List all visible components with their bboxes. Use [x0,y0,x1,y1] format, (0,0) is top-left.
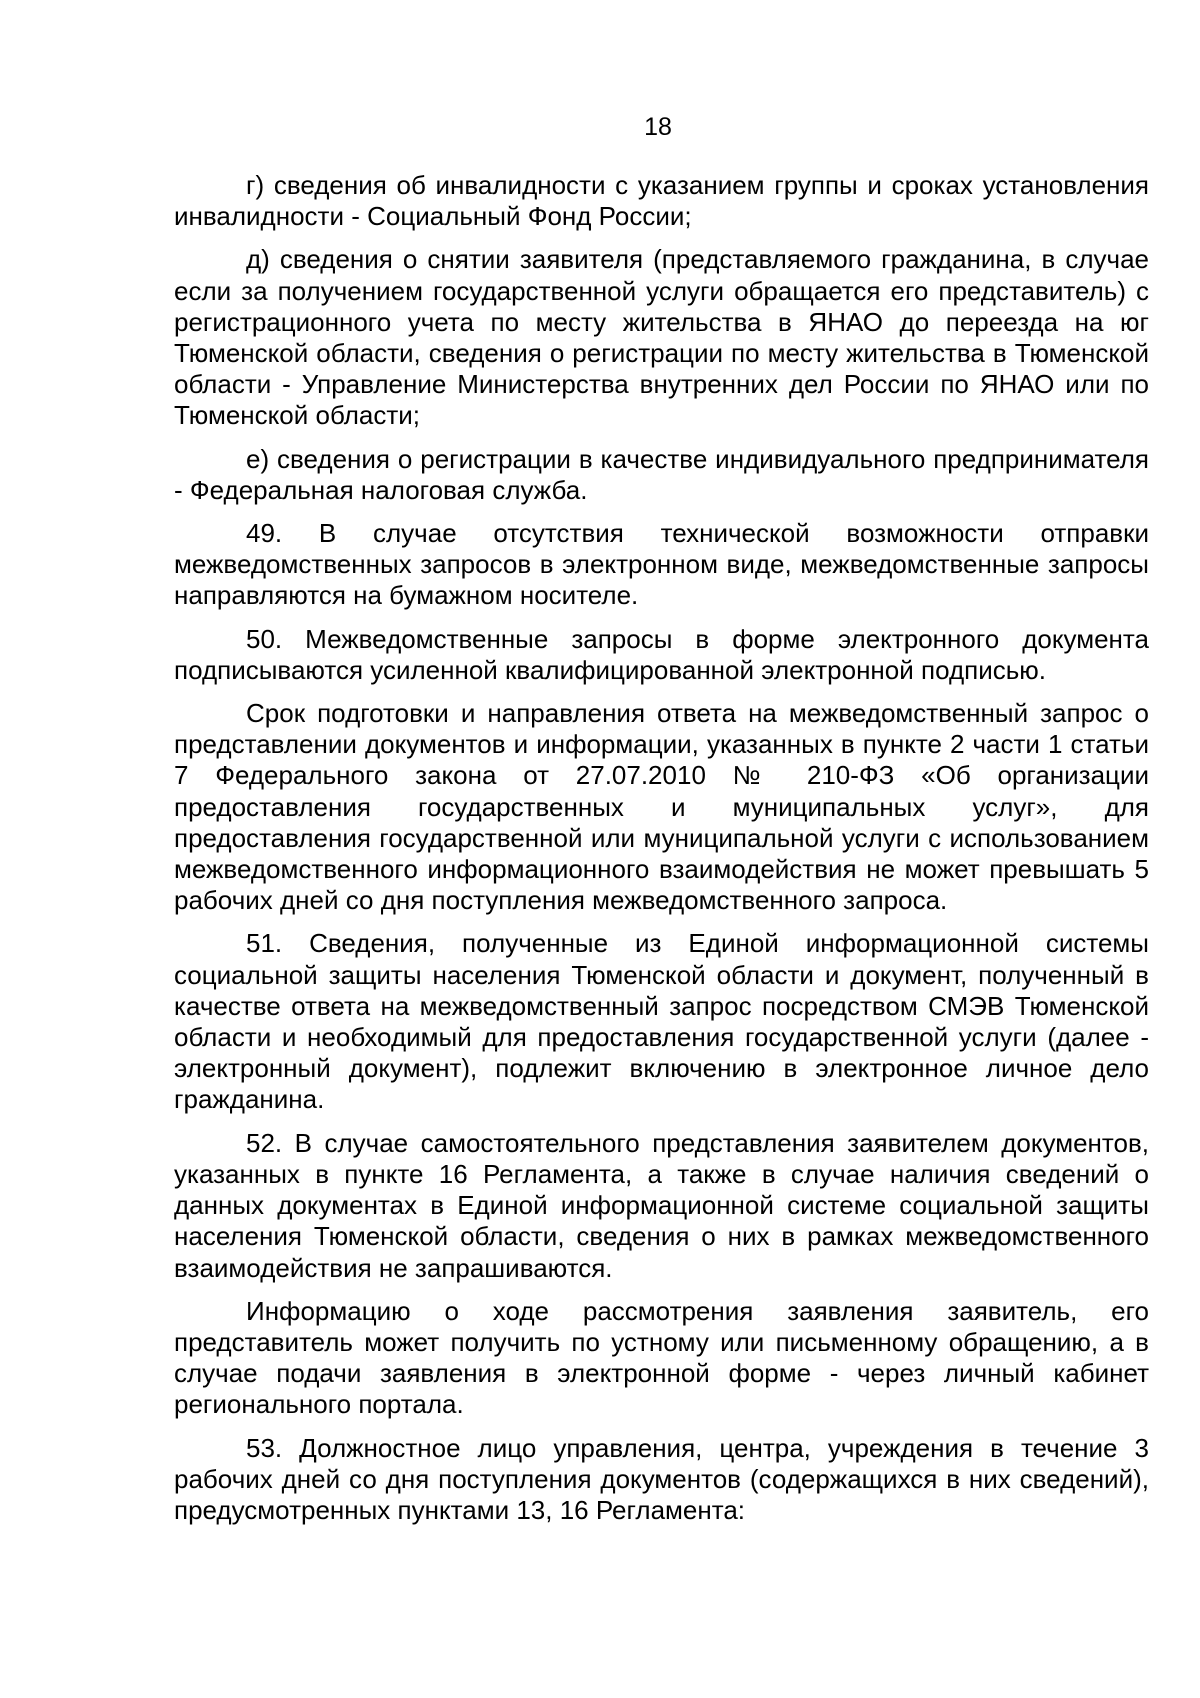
paragraph-49: 49. В случае отсутствия технической возможности отправки межведомственных запросов в электронном виде, межведомственные запросы направляются на бумажном носителе. [174,518,1149,611]
page-number: 18 [644,113,672,141]
paragraph-53: 53. Должностное лицо управления, центра, учреждения в течение 3 рабочих дней со дня поступления документов (содержащихся в них сведений), предусмотренных пунктами 13, 16 Регламента: [174,1432,1149,1525]
document-body [174,170,1149,1538]
paragraph-progress-info: Информацию о ходе рассмотрения заявления заявитель, его представитель может получить по устному или письменному обращению, а в случае подачи заявления в электронной форме - через личный кабинет регионального портала. [174,1295,1149,1420]
paragraph-e: е) сведения о регистрации в качестве индивидуального предпринимателя - Федеральная налоговая служба. [174,443,1149,505]
paragraph-50: 50. Межведомственные запросы в форме электронного документа подписываются усиленной квалифицированной электронной подписью. [174,623,1149,685]
paragraph-51: 51. Сведения, полученные из Единой информационной системы социальной защиты населения Тюменской области и документ, полученный в качестве ответа на межведомственный запрос посредством СМЭВ Тюменской области и необходимый для предоставления государственной услуги (далее - электронный документ), подлежит включению в электронное личное дело гражданина. [174,928,1149,1115]
paragraph-g: г) сведения об инвалидности с указанием группы и сроках установления инвалидности - Социальный Фонд России; [174,170,1149,232]
paragraph-response-deadline: Срок подготовки и направления ответа на межведомственный запрос о представлении документов и информации, указанных в пункте 2 части 1 статьи 7 Федерального закона от 27.07.2010 № 210-ФЗ «Об организации предоставления государственных и муниципальных услуг», для предоставления государственной или муниципальной услуги с использованием межведомственного информационного взаимодействия не может превышать 5 рабочих дней со дня поступления межведомственного запроса. [174,698,1149,916]
paragraph-d: д) сведения о снятии заявителя (представляемого гражданина, в случае если за получением государственной услуги обращается его представитель) с регистрационного учета по месту жительства в ЯНАО до переезда на юг Тюменской области, сведения о регистрации по месту жительства в Тюменской области - Управление Министерства внутренних дел России по ЯНАО или по Тюменской области; [174,244,1149,431]
paragraph-52: 52. В случае самостоятельного представления заявителем документов, указанных в пункте 16 Регламента, а также в случае наличия сведений о данных документах в Единой информационной системе социальной защиты населения Тюменской области, сведения о них в рамках межведомственного взаимодействия не запрашиваются. [174,1127,1149,1283]
